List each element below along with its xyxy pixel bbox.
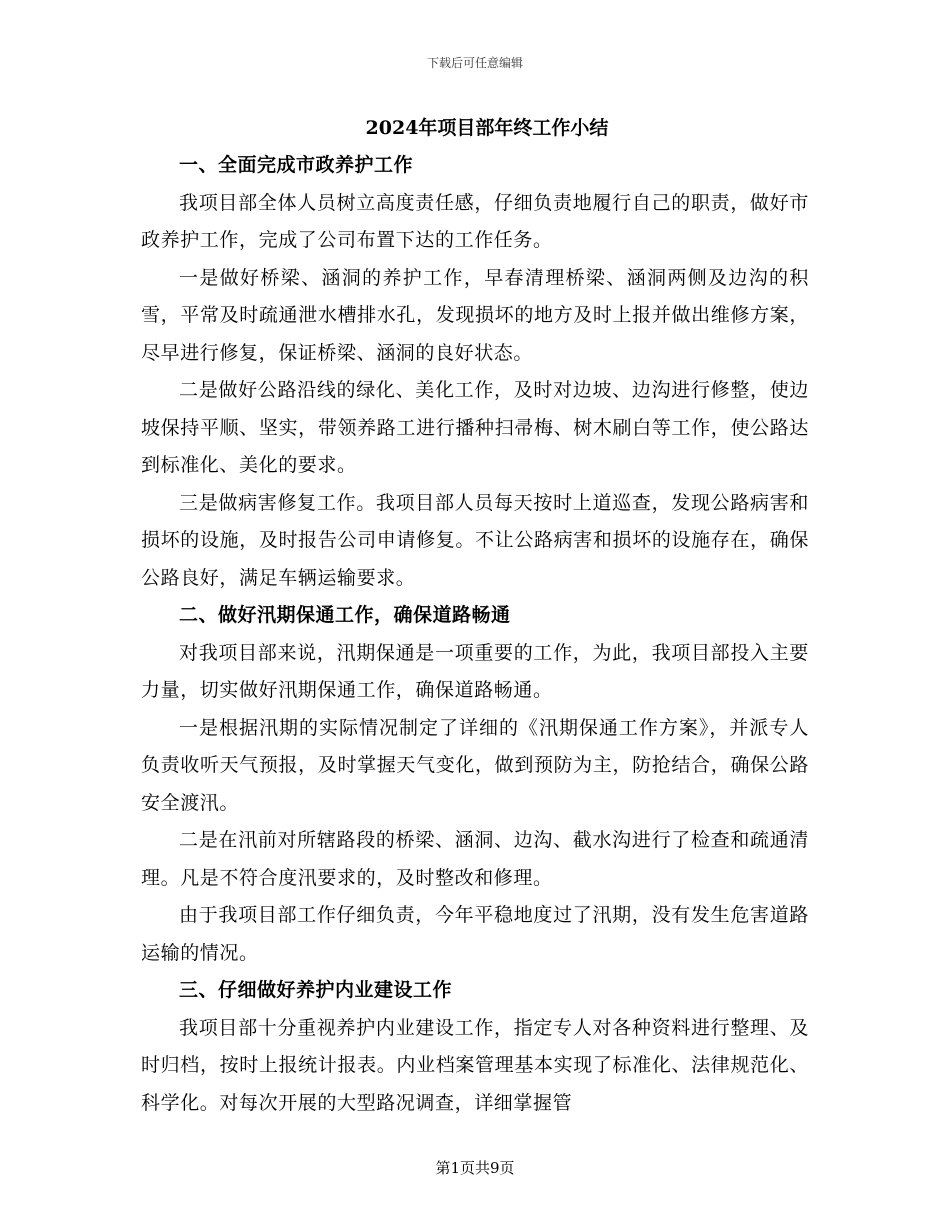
paragraph: 我项目部十分重视养护内业建设工作，指定专人对各种资料进行整理、及时归档，按时上报统计报表。内业档案管理基本实现了标准化、法律规范化、科学化。对每次开展的大型路况调查，详细掌握管 xyxy=(141,1016,809,1114)
paragraph: 三是做病害修复工作。我项目部人员每天按时上道巡查，发现公路病害和损坏的设施，及时报告公司申请修复。不让公路病害和损坏的设施存在，确保公路良好，满足车辆运输要求。 xyxy=(141,491,809,589)
section-heading: 二、做好汛期保通工作，确保道路畅通 xyxy=(179,604,511,626)
section-2 xyxy=(141,597,809,972)
section-3 xyxy=(141,972,809,1122)
paragraph: 一是根据汛期的实际情况制定了详细的《汛期保通工作方案》，并派专人负责收听天气预报，及时掌握天气变化，做到预防为主，防抢结合，确保公路安全渡汛。 xyxy=(141,716,809,814)
paragraph: 对我项目部来说，汛期保通是一项重要的工作，为此，我项目部投入主要力量，切实做好汛期保通工作，确保道路畅通。 xyxy=(141,641,809,701)
document-title: 2024年项目部年终工作小结 xyxy=(365,117,609,139)
paragraph: 由于我项目部工作仔细负责，今年平稳地度过了汛期，没有发生危害道路运输的情况。 xyxy=(141,904,809,964)
section-heading: 一、全面完成市政养护工作 xyxy=(179,154,414,176)
paragraph: 二是做好公路沿线的绿化、美化工作，及时对边坡、边沟进行修整，使边坡保持平顺、坚实，带领养路工进行播种扫帚梅、树木刷白等工作，使公路达到标准化、美化的要求。 xyxy=(141,379,809,476)
paragraph: 一是做好桥梁、涵洞的养护工作，早春清理桥梁、涵洞两侧及边沟的积雪，平常及时疏通泄水槽排水孔，发现损坏的地方及时上报并做出维修方案，尽早进行修复，保证桥梁、涵洞的良好状态。 xyxy=(141,266,809,364)
paragraph: 我项目部全体人员树立高度责任感，仔细负责地履行自己的职责，做好市政养护工作，完成了公司布置下达的工作任务。 xyxy=(141,191,809,251)
header-note: 下载后可任意编辑 xyxy=(426,56,523,70)
page-number: 第1页共9页 xyxy=(435,1159,515,1177)
section-heading: 三、仔细做好养护内业建设工作 xyxy=(179,979,453,1001)
section-1 xyxy=(141,147,809,597)
document-body xyxy=(141,113,809,1122)
paragraph: 二是在汛前对所辖路段的桥梁、涵洞、边沟、截水沟进行了检查和疏通清理。凡是不符合度汛要求的，及时整改和修理。 xyxy=(141,829,809,889)
